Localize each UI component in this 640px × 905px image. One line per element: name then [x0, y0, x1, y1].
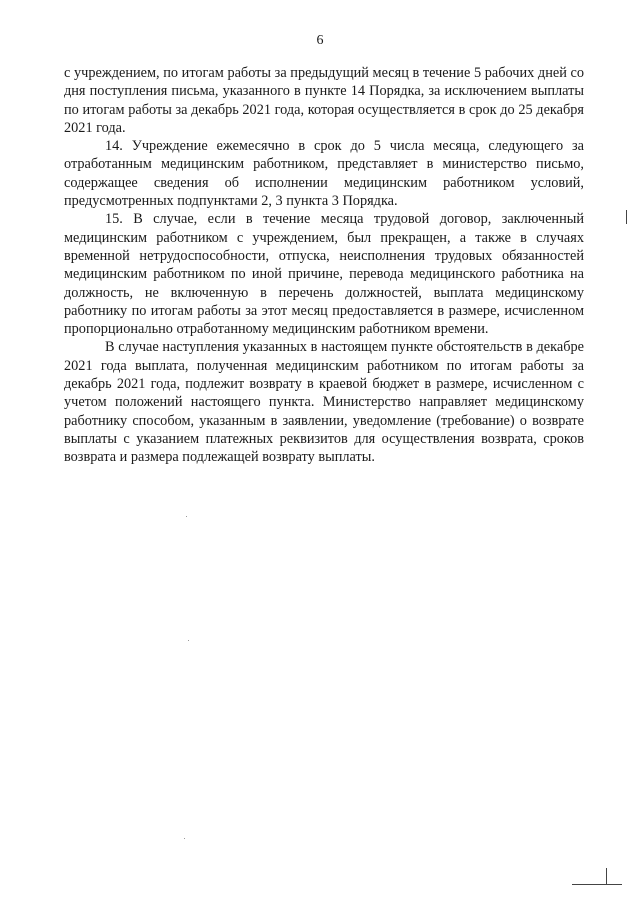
scan-edge-mark-right: [626, 210, 627, 224]
paragraph-continuation: с учреждением, по итогам работы за предыдущий месяц в течение 5 рабочих дней со дня поступления письма, указанного в пункте 14 Порядка, за исключением выплаты по итогам работы за декабрь 2021 года, которая осуществляется в срок до 25 декабря 2021 года.: [64, 65, 584, 136]
scan-dot: [186, 516, 187, 517]
paragraph-item-15: 15. В случае, если в течение месяца трудовой договор, заключенный медицинским работником с учреждением, был прекращен, а также в случаях временной нетрудоспособности, отпуска, неисполнения трудовых обязанностей медицинским работником по иной причине, перевода медицинского работника на должность, не включенную в перечень должностей, выплата медицинскому работнику по итогам работы за этот месяц предоставляется в размере, исчисленном пропорционально отработанному медицинским работником времени.: [64, 211, 584, 338]
page-number: 6: [316, 33, 324, 48]
scan-dot: [188, 640, 189, 641]
document-body: [64, 64, 584, 467]
scan-edge-mark-bottom: [572, 884, 622, 885]
scan-dot: [184, 838, 185, 839]
paragraph-refund: В случае наступления указанных в настоящем пункте обстоятельств в декабре 2021 года выплата, полученная медицинским работником по итогам работы за декабрь 2021 года, подлежит возврату в краевой бюджет в размере, исчисленном с учетом положений настоящего пункта. Министерство направляет медицинскому работнику способом, указанным в заявлении, уведомление (требование) о возврате выплаты с указанием платежных реквизитов для осуществления возврата, сроков возврата и размера подлежащей возврату выплаты.: [64, 339, 584, 466]
paragraph-item-14: 14. Учреждение ежемесячно в срок до 5 числа месяца, следующего за отработанным медицинским работником, представляет в министерство письмо, содержащее сведения об исполнении медицинским работником условий, предусмотренных подпунктами 2, 3 пункта 3 Порядка.: [64, 138, 584, 210]
scan-edge-mark-bottom-tick: [606, 868, 607, 884]
